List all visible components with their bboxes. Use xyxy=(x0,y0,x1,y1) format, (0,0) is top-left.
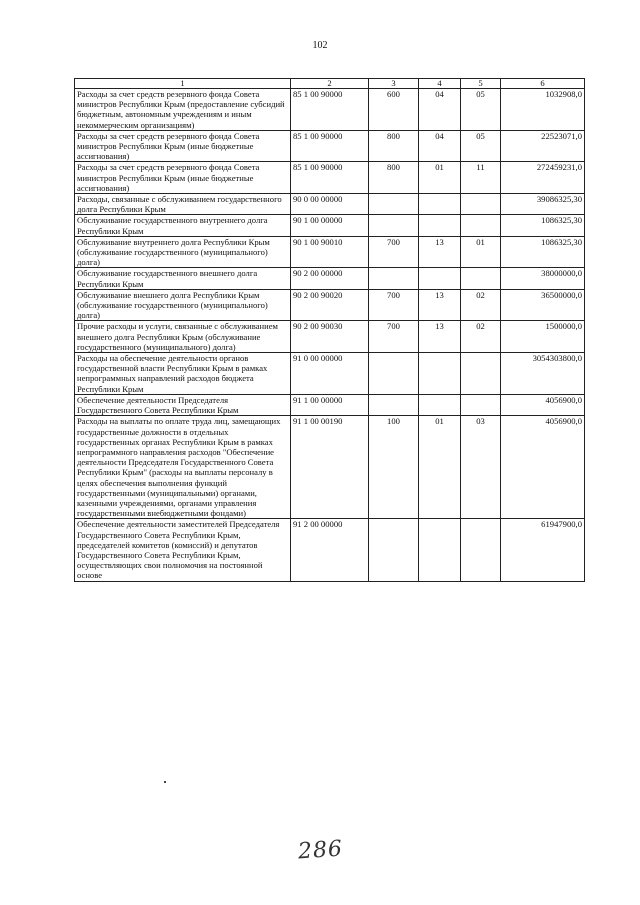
row-amount-cell: 61947900,0 xyxy=(501,519,585,581)
row-section-cell xyxy=(419,353,461,395)
row-amount-cell: 1500000,0 xyxy=(501,321,585,353)
row-name-cell: Прочие расходы и услуги, связанные с обслуживанием внешнего долга Республики Крым (обслуживание государственного (муниципального) долга) xyxy=(75,321,291,353)
row-amount-cell: 38000000,0 xyxy=(501,268,585,289)
header-col-5: 5 xyxy=(461,79,501,89)
row-subsection-cell xyxy=(461,215,501,236)
budget-table xyxy=(74,78,585,582)
table-row xyxy=(75,416,585,519)
row-section-cell: 13 xyxy=(419,236,461,268)
row-expense-type-cell: 800 xyxy=(369,130,419,162)
row-name-cell: Расходы на выплаты по оплате труда лиц, замещающих государственные должности в отдельных государственных органах Республики Крым в рамках непрограммного направления расходов "Обеспечение деятельности Председателя Государственного Совета Республики Крым" (расходы на выплаты персоналу в целях обеспечения выполнения функций государственными (муниципальными) органами, казенными учреждениями, органами управления государственными внебюджетными фондами) xyxy=(75,416,291,519)
row-subsection-cell: 01 xyxy=(461,236,501,268)
row-name-cell: Обслуживание государственного внешнего долга Республики Крым xyxy=(75,268,291,289)
row-expense-type-cell xyxy=(369,215,419,236)
row-code-cell: 85 1 00 90000 xyxy=(291,130,369,162)
row-expense-type-cell: 700 xyxy=(369,321,419,353)
row-name-cell: Расходы за счет средств резервного фонда Совета министров Республики Крым (предоставление субсидий бюджетным, автономным учреждениям и иным некоммерческим организациям) xyxy=(75,89,291,131)
table-row xyxy=(75,268,585,289)
row-section-cell xyxy=(419,394,461,415)
row-subsection-cell xyxy=(461,394,501,415)
row-section-cell xyxy=(419,194,461,215)
row-name-cell: Обеспечение деятельности заместителей Председателя Государственного Совета Республики Крым, председателей комитетов (комиссий) и депутатов Государственного Совета Республики Крым, осуществляющих свои полномочия на постоянной основе xyxy=(75,519,291,581)
row-section-cell: 01 xyxy=(419,162,461,194)
row-expense-type-cell: 800 xyxy=(369,162,419,194)
row-amount-cell: 1086325,30 xyxy=(501,236,585,268)
row-code-cell: 90 1 00 90010 xyxy=(291,236,369,268)
table-row xyxy=(75,89,585,131)
row-amount-cell: 36500000,0 xyxy=(501,289,585,321)
table-header-row xyxy=(75,79,585,89)
table-row xyxy=(75,519,585,581)
row-amount-cell: 1086325,30 xyxy=(501,215,585,236)
row-code-cell: 90 2 00 90030 xyxy=(291,321,369,353)
row-name-cell: Обслуживание внутреннего долга Республики Крым (обслуживание государственного (муниципального) долга) xyxy=(75,236,291,268)
table-row xyxy=(75,215,585,236)
row-subsection-cell: 02 xyxy=(461,321,501,353)
header-col-4: 4 xyxy=(419,79,461,89)
row-name-cell: Обслуживание государственного внутреннего долга Республики Крым xyxy=(75,215,291,236)
row-amount-cell: 4056900,0 xyxy=(501,416,585,519)
row-name-cell: Расходы за счет средств резервного фонда Совета министров Республики Крым (иные бюджетные ассигнования) xyxy=(75,162,291,194)
row-subsection-cell: 05 xyxy=(461,89,501,131)
header-col-1: 1 xyxy=(75,79,291,89)
row-code-cell: 85 1 00 90000 xyxy=(291,89,369,131)
row-expense-type-cell: 600 xyxy=(369,89,419,131)
row-expense-type-cell xyxy=(369,394,419,415)
table-row xyxy=(75,194,585,215)
header-col-3: 3 xyxy=(369,79,419,89)
row-subsection-cell: 05 xyxy=(461,130,501,162)
row-expense-type-cell xyxy=(369,268,419,289)
handwritten-page-number: 286 xyxy=(297,836,344,865)
table-row xyxy=(75,394,585,415)
row-subsection-cell: 02 xyxy=(461,289,501,321)
row-section-cell: 13 xyxy=(419,289,461,321)
table-row xyxy=(75,353,585,395)
row-amount-cell: 22523071,0 xyxy=(501,130,585,162)
row-amount-cell: 3054303800,0 xyxy=(501,353,585,395)
row-name-cell: Обеспечение деятельности Председателя Государственного Совета Республики Крым xyxy=(75,394,291,415)
row-subsection-cell xyxy=(461,519,501,581)
row-expense-type-cell xyxy=(369,353,419,395)
table-row xyxy=(75,321,585,353)
row-expense-type-cell xyxy=(369,194,419,215)
row-code-cell: 90 0 00 00000 xyxy=(291,194,369,215)
row-section-cell xyxy=(419,519,461,581)
table-row xyxy=(75,130,585,162)
row-expense-type-cell: 100 xyxy=(369,416,419,519)
row-amount-cell: 1032908,0 xyxy=(501,89,585,131)
row-amount-cell: 39086325,30 xyxy=(501,194,585,215)
row-subsection-cell: 03 xyxy=(461,416,501,519)
row-code-cell: 90 2 00 00000 xyxy=(291,268,369,289)
row-code-cell: 91 0 00 00000 xyxy=(291,353,369,395)
row-subsection-cell xyxy=(461,194,501,215)
row-subsection-cell xyxy=(461,268,501,289)
page-number: 102 xyxy=(312,40,328,51)
row-subsection-cell: 11 xyxy=(461,162,501,194)
header-col-2: 2 xyxy=(291,79,369,89)
row-name-cell: Расходы, связанные с обслуживанием государственного долга Республики Крым xyxy=(75,194,291,215)
row-expense-type-cell: 700 xyxy=(369,236,419,268)
row-name-cell: Расходы за счет средств резервного фонда Совета министров Республики Крым (иные бюджетные ассигнования) xyxy=(75,130,291,162)
row-code-cell: 90 1 00 00000 xyxy=(291,215,369,236)
row-section-cell: 01 xyxy=(419,416,461,519)
row-amount-cell: 272459231,0 xyxy=(501,162,585,194)
scan-speck xyxy=(164,781,166,783)
row-expense-type-cell: 700 xyxy=(369,289,419,321)
row-code-cell: 85 1 00 90000 xyxy=(291,162,369,194)
row-section-cell: 04 xyxy=(419,89,461,131)
row-section-cell: 13 xyxy=(419,321,461,353)
row-section-cell xyxy=(419,268,461,289)
row-name-cell: Обслуживание внешнего долга Республики Крым (обслуживание государственного (муниципального) долга) xyxy=(75,289,291,321)
header-col-6: 6 xyxy=(501,79,585,89)
table-row xyxy=(75,162,585,194)
table-row xyxy=(75,236,585,268)
row-code-cell: 91 1 00 00190 xyxy=(291,416,369,519)
row-name-cell: Расходы на обеспечение деятельности органов государственной власти Республики Крым в рамках непрограммных направлений расходов бюджета Республики Крым xyxy=(75,353,291,395)
table-row xyxy=(75,289,585,321)
row-code-cell: 91 1 00 00000 xyxy=(291,394,369,415)
row-code-cell: 90 2 00 90020 xyxy=(291,289,369,321)
row-section-cell: 04 xyxy=(419,130,461,162)
table-body xyxy=(75,89,585,582)
row-section-cell xyxy=(419,215,461,236)
row-expense-type-cell xyxy=(369,519,419,581)
row-code-cell: 91 2 00 00000 xyxy=(291,519,369,581)
row-amount-cell: 4056900,0 xyxy=(501,394,585,415)
row-subsection-cell xyxy=(461,353,501,395)
